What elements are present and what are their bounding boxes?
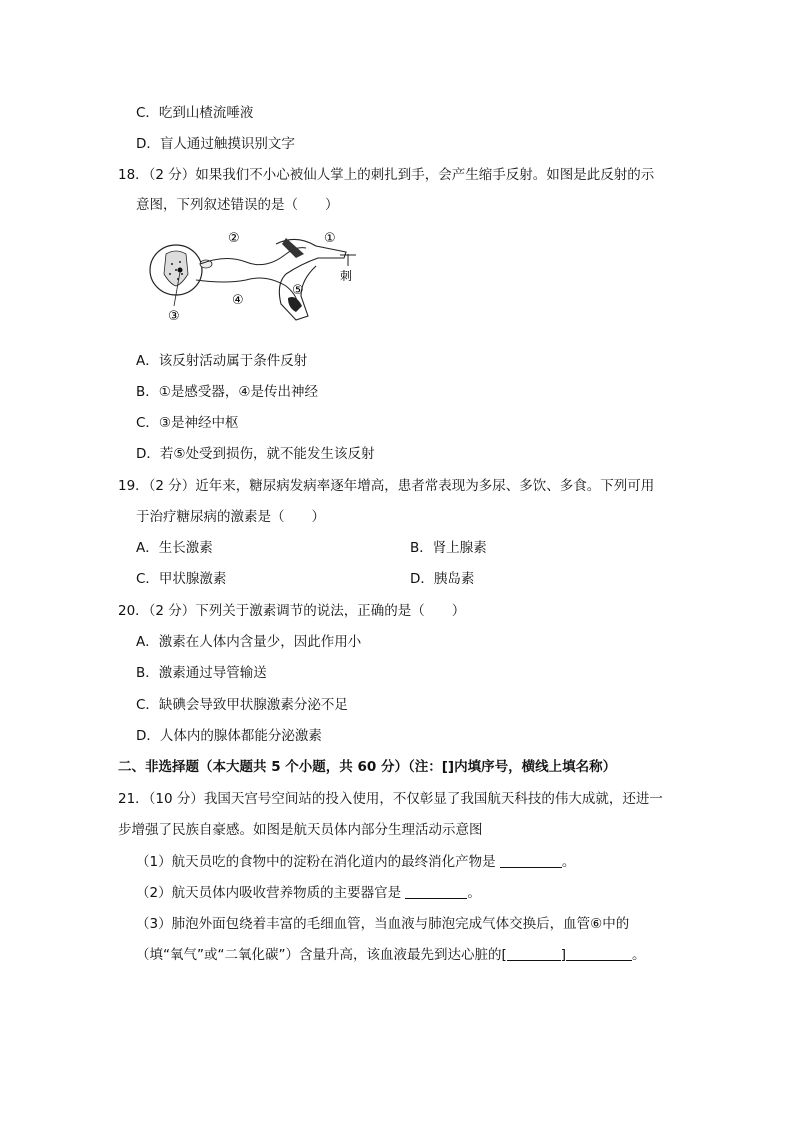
- label-3: ③: [168, 309, 180, 324]
- q21-sub2-end: 。: [467, 885, 481, 901]
- q21-sub1-end: 。: [561, 854, 576, 870]
- gray-matter: [164, 251, 188, 286]
- q21-sub3-bracket-blank[interactable]: [507, 946, 561, 961]
- q21-sub3-end: 。: [632, 947, 646, 963]
- q18-stem-line2: 意图，下列叙述错误的是（ ）: [136, 197, 339, 213]
- q19-stem-line2: 于治疗糖尿病的激素是（ ）: [136, 509, 325, 525]
- q21-sub1-blank[interactable]: [500, 853, 562, 868]
- q21-sub1: [136, 853, 575, 871]
- q20-option-c: C．缺碘会导致甲状腺激素分泌不足: [136, 697, 348, 713]
- label-4: ④: [232, 293, 244, 308]
- q19-option-d: D．胰岛素: [410, 571, 475, 587]
- label-5: ⑤: [292, 283, 304, 298]
- q19-option-b: B．肾上腺素: [410, 540, 487, 556]
- q21-sub3-bracket-close: ]: [560, 947, 567, 963]
- q18-option-a: A．该反射活动属于条件反射: [136, 353, 308, 369]
- q21-sub2-blank[interactable]: [405, 884, 467, 899]
- q19-option-a: A．生长激素: [136, 540, 213, 556]
- reflex-arc-figure: [136, 224, 366, 324]
- q18-option-c: C．③是神经中枢: [136, 415, 239, 431]
- label-1: ①: [324, 231, 336, 246]
- q20-stem: 20．（2 分）下列关于激素调节的说法，正确的是（ ）: [118, 603, 466, 619]
- q17-option-d: D．盲人通过触摸识别文字: [136, 136, 295, 152]
- q21-sub3-line1: （3）肺泡外面包绕着丰富的毛细血管，当血液与肺泡完成气体交换后，血管⑥中的: [136, 916, 630, 932]
- label-2: ②: [228, 231, 240, 246]
- nerve-center-dot: [178, 268, 183, 273]
- q17-option-c: C．吃到山楂流唾液: [136, 105, 254, 121]
- q21-stem-line2: 步增强了民族自豪感。如图是航天员体内部分生理活动示意图: [118, 822, 483, 838]
- q20-option-b: B．激素通过导管输送: [136, 665, 267, 681]
- q21-stem-line1: 21．（10 分）我国天宫号空间站的投入使用，不仅彰显了我国航天科技的伟大成就，还进一: [118, 791, 663, 807]
- q18-stem-line1: 18．（2 分）如果我们不小心被仙人掌上的刺扎到手，会产生缩手反射。如图是此反射的示: [118, 167, 655, 183]
- q20-option-d: D．人体内的腺体都能分泌激素: [136, 728, 322, 744]
- q20-option-a: A．激素在人体内含量少，因此作用小: [136, 634, 362, 650]
- label-thorn: 刺: [340, 269, 353, 283]
- q21-sub2: [136, 884, 481, 902]
- q19-stem-line1: 19．（2 分）近年来，糖尿病发病率逐年增高，患者常表现为多尿、多饮、多食。下列可用: [118, 478, 655, 494]
- q21-sub2-text: （2）航天员体内吸收营养物质的主要器官是: [136, 885, 402, 901]
- section-heading: 二、非选择题（本大题共 5 个小题，共 60 分）（注：[]内填序号，横线上填名称）: [118, 759, 617, 775]
- q18-option-b: B．①是感受器，④是传出神经: [136, 384, 318, 400]
- q19-option-c: C．甲状腺激素: [136, 571, 227, 587]
- q18-option-d: D．若⑤处受到损伤，就不能发生该反射: [136, 446, 375, 462]
- q21-sub3-text: （填“氧气”或“二氧化碳”）含量升高，该血液最先到达心脏的[: [136, 947, 507, 963]
- muscle-effector: [288, 297, 302, 312]
- q21-sub3-name-blank[interactable]: [566, 946, 632, 961]
- q21-sub1-text: （1）航天员吃的食物中的淀粉在消化道内的最终消化产物是: [136, 854, 496, 870]
- q21-sub3-line2: [136, 946, 646, 964]
